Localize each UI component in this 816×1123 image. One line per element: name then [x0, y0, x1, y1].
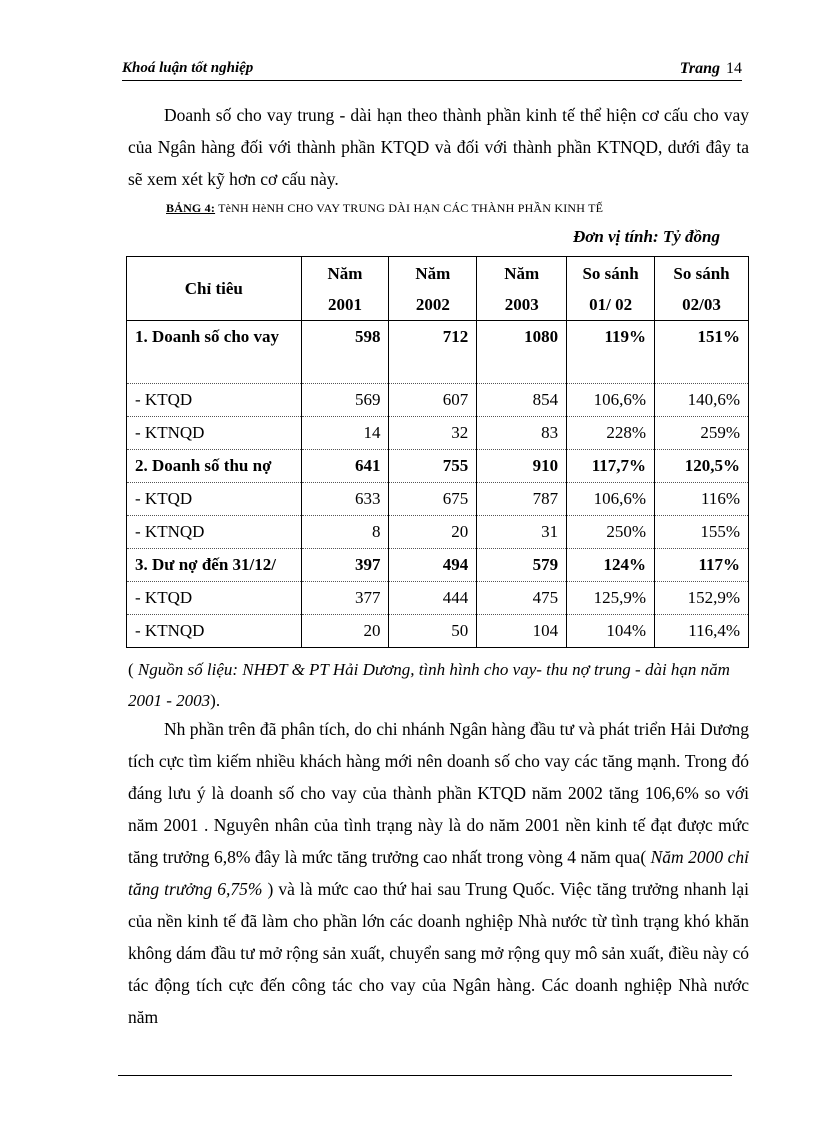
page-label: Trang: [679, 60, 720, 77]
header-cell: Năm 2001: [301, 257, 389, 321]
value-cell: 151%: [655, 321, 749, 384]
row-label: 2. Doanh số thu nợ: [127, 450, 302, 483]
value-cell: 494: [389, 549, 477, 582]
value-cell: 104%: [567, 615, 655, 648]
row-label: - KTQD: [127, 582, 302, 615]
value-cell: 20: [301, 615, 389, 648]
value-cell: 155%: [655, 516, 749, 549]
value-cell: 755: [389, 450, 477, 483]
value-cell: 116%: [655, 483, 749, 516]
header-cell: So sánh 01/ 02: [567, 257, 655, 321]
value-cell: 32: [389, 417, 477, 450]
value-cell: 641: [301, 450, 389, 483]
analysis-paragraph: Nh phần trên đã phân tích, do chi nhánh Ngân hàng đầu tư và phát triển Hải Dương tích cực tìm kiếm nhiều khách hàng mới nên doanh số cho vay các tăng mạnh. Trong đó đáng lưu ý là doanh số cho vay của thành phần KTQD năm 2002 tăng 106,6% so với năm 2001 . Nguyên nhân của tình trạng này là do năm 2001 nền kinh tế đạt được mức tăng trưởng 6,8% đây là mức tăng trưởng cao nhất trong vòng 4 năm qua( Năm 2000 chỉ tăng trưởng 6,75% ) và là mức cao thứ hai sau Trung Quốc. Việc tăng trưởng nhanh lại của nền kinh tế đã làm cho phần lớn các doanh nghiệp Nhà nước từ tình trạng khó khăn không dám đầu tư mở rộng sản xuất, chuyển sang mở rộng quy mô sản xuất, điều này có tác động tích cực đến công tác cho vay của Ngân hàng. Các doanh nghiệp Nhà nước năm: [128, 719, 750, 1027]
value-cell: 569: [301, 384, 389, 417]
header-cell: Chỉ tiêu: [127, 257, 302, 321]
table-row: [127, 450, 749, 483]
value-cell: 119%: [567, 321, 655, 384]
footer-rule: [118, 1075, 732, 1076]
value-cell: 140,6%: [655, 384, 749, 417]
value-cell: 259%: [655, 417, 749, 450]
value-cell: 633: [301, 483, 389, 516]
header-cell: So sánh 02/03: [655, 257, 749, 321]
source-note: ( Nguồn số liệu: NHĐT & PT Hải Dương, tình hình cho vay- thu nợ trung - dài hạn năm 2001 - 2003).: [128, 660, 730, 710]
value-cell: 475: [477, 582, 567, 615]
intro-paragraph: Doanh số cho vay trung - dài hạn theo thành phần kinh tế thể hiện cơ cấu cho vay của Ngân hàng đối với thành phần KTQD và đối với thành phần KTNQD, dưới đây ta sẽ xem xét kỹ hơn cơ cấu này.: [128, 105, 749, 189]
value-cell: 377: [301, 582, 389, 615]
value-cell: 83: [477, 417, 567, 450]
header-cell: Năm 2002: [389, 257, 477, 321]
source-citation: Nguồn số liệu: NHĐT & PT Hải Dương, tình hình cho vay- thu nợ trung - dài hạn năm 2001 - 2003: [128, 660, 730, 710]
value-cell: 607: [389, 384, 477, 417]
value-cell: 117%: [655, 549, 749, 582]
row-label: - KTNQD: [127, 417, 302, 450]
table-row: [127, 384, 749, 417]
table-row: [127, 549, 749, 582]
value-cell: 228%: [567, 417, 655, 450]
table-row: [127, 516, 749, 549]
lending-table: [126, 256, 749, 648]
page-number: 14: [726, 60, 742, 77]
value-cell: 125,9%: [567, 582, 655, 615]
table-row: [127, 483, 749, 516]
value-cell: 117,7%: [567, 450, 655, 483]
value-cell: 910: [477, 450, 567, 483]
row-label: - KTQD: [127, 483, 302, 516]
header-cell: Năm 2003: [477, 257, 567, 321]
value-cell: 116,4%: [655, 615, 749, 648]
value-cell: 675: [389, 483, 477, 516]
table-row: [127, 582, 749, 615]
value-cell: 8: [301, 516, 389, 549]
value-cell: 152,9%: [655, 582, 749, 615]
value-cell: 444: [389, 582, 477, 615]
table-title-text: TèNH HèNH CHO VAY TRUNG DÀI HẠN CÁC THÀNH PHẦN KINH TẾ: [218, 201, 604, 215]
table-number: BẢNG 4:: [166, 201, 216, 215]
value-cell: 104: [477, 615, 567, 648]
table-header-row: [127, 257, 749, 321]
row-label: - KTNQD: [127, 516, 302, 549]
unit-label: Đơn vị tính: Tỷ đồng: [572, 227, 720, 246]
value-cell: 124%: [567, 549, 655, 582]
page-header: [122, 60, 742, 81]
value-cell: 397: [301, 549, 389, 582]
value-cell: 50: [389, 615, 477, 648]
value-cell: 598: [301, 321, 389, 384]
inline-note: Năm 2000 chỉ tăng trưởng 6,75%: [128, 847, 749, 899]
value-cell: 1080: [477, 321, 567, 384]
value-cell: 579: [477, 549, 567, 582]
header-title: Khoá luận tốt nghiệp: [122, 60, 254, 76]
header-page: [680, 60, 742, 78]
value-cell: 20: [389, 516, 477, 549]
value-cell: 106,6%: [567, 483, 655, 516]
row-label: - KTQD: [127, 384, 302, 417]
value-cell: 250%: [567, 516, 655, 549]
row-label: - KTNQD: [127, 615, 302, 648]
row-label: 3. Dư nợ đến 31/12/: [127, 549, 302, 582]
value-cell: 14: [301, 417, 389, 450]
table-row: [127, 321, 749, 384]
value-cell: 787: [477, 483, 567, 516]
value-cell: 712: [389, 321, 477, 384]
value-cell: 106,6%: [567, 384, 655, 417]
table-row: [127, 417, 749, 450]
table-title: [166, 201, 603, 216]
value-cell: 31: [477, 516, 567, 549]
row-label: 1. Doanh số cho vay: [127, 321, 302, 384]
table-row: [127, 615, 749, 648]
value-cell: 854: [477, 384, 567, 417]
value-cell: 120,5%: [655, 450, 749, 483]
